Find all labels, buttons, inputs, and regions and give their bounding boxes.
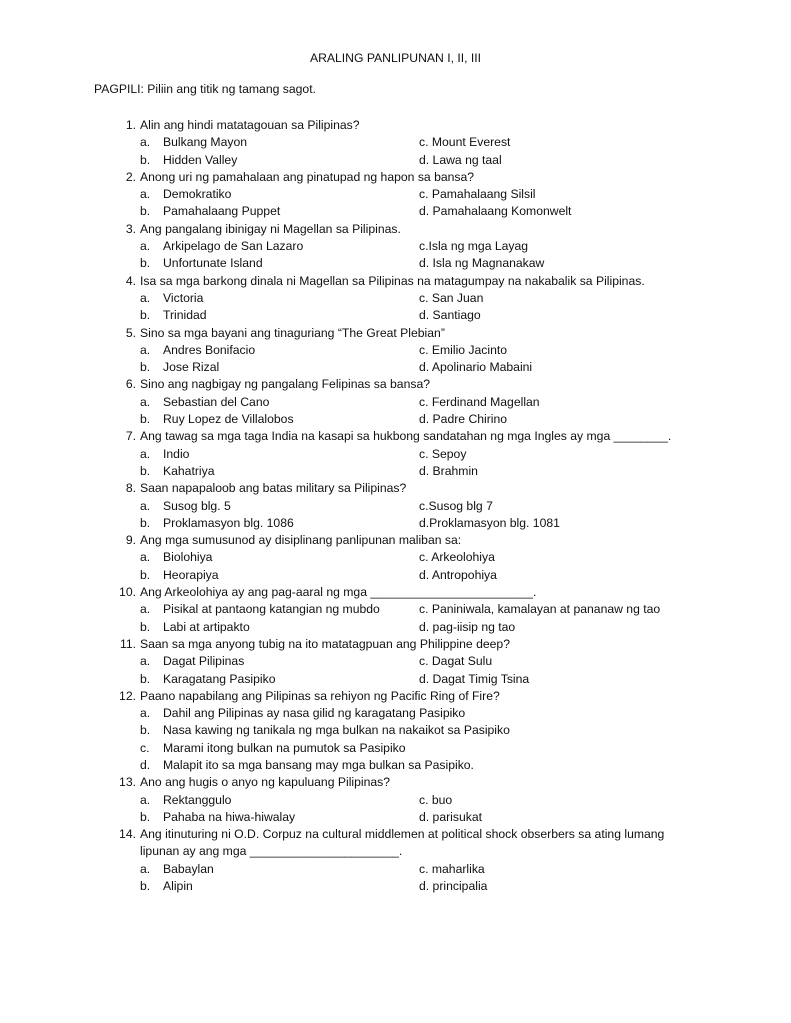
choice-text: Pisikal at pantaong katangian ng mubdo <box>163 602 380 617</box>
choice-text-right: c. Pamahalaang Silsil <box>419 187 536 202</box>
choice-text: Rektanggulo <box>163 792 232 807</box>
choice-letter: a. <box>140 239 151 254</box>
instruction-text: PAGPILI: Piliin ang titik ng tamang sagot. <box>94 82 316 96</box>
choice-text: Susog blg. 5 <box>163 498 231 513</box>
choice-letter: b. <box>140 308 151 323</box>
choice-row <box>0 619 791 636</box>
question-text-continued <box>0 843 791 860</box>
choice-letter: b. <box>140 723 151 738</box>
choice-text-right: c. buo <box>419 792 453 807</box>
choice-letter: b. <box>140 463 151 478</box>
choice-row <box>0 878 791 895</box>
choice-text: Demokratiko <box>163 187 232 202</box>
question-text-continuation: lipunan ay ang mga ______________________. <box>140 844 403 859</box>
choice-text-right: d. Isla ng Magnanakaw <box>419 256 545 271</box>
choice-text: Babaylan <box>163 861 214 876</box>
question-stem <box>0 169 791 186</box>
question-number: 4. <box>125 273 136 288</box>
question-stem <box>0 826 791 843</box>
choice-letter: b. <box>140 879 151 894</box>
question-text: Isa sa mga barkong dinala ni Magellan sa Pilipinas na matagumpay na nakabalik sa Pilipinas. <box>140 273 645 288</box>
choice-row <box>0 671 791 688</box>
choice-text: Jose Rizal <box>163 360 220 375</box>
choice-text-right: d.Proklamasyon blg. 1081 <box>419 515 560 530</box>
choice-text: Arkipelago de San Lazaro <box>163 239 304 254</box>
choice-letter: b. <box>140 412 151 427</box>
question-stem <box>0 221 791 238</box>
choice-row <box>0 498 791 515</box>
choice-row <box>0 757 791 774</box>
question-text: Saan sa mga anyong tubig na ito matatagpuan ang Philippine deep? <box>140 636 510 651</box>
choice-letter: a. <box>140 135 151 150</box>
question-number: 11. <box>119 636 136 651</box>
question-stem <box>0 532 791 549</box>
choice-letter: a. <box>140 290 151 305</box>
question-number: 7. <box>125 429 136 444</box>
choice-row <box>0 549 791 566</box>
choice-row <box>0 290 791 307</box>
question-text: Sino sa mga bayani ang tinaguriang “The Great Plebian” <box>140 325 445 340</box>
question-stem <box>0 584 791 601</box>
choice-text: Bulkang Mayon <box>163 135 248 150</box>
choice-letter: a. <box>140 602 151 617</box>
choice-row <box>0 342 791 359</box>
question-text: Sino ang nagbigay ng pangalang Felipinas sa bansa? <box>140 377 431 392</box>
choice-text: Pamahalaang Puppet <box>163 204 281 219</box>
choice-letter: b. <box>140 256 151 271</box>
choice-letter: b. <box>140 515 151 530</box>
choice-text: Labi at artipakto <box>163 619 250 634</box>
choice-row <box>0 653 791 670</box>
choice-row <box>0 134 791 151</box>
choice-text-right: d. Antropohiya <box>419 567 497 582</box>
question-number: 3. <box>125 221 136 236</box>
question-text: Paano napabilang ang Pilipinas sa rehiyon ng Pacific Ring of Fire? <box>140 688 500 703</box>
question-stem <box>0 325 791 342</box>
choice-letter: d. <box>140 757 151 772</box>
choice-row <box>0 152 791 169</box>
question-text: Ang pangalang ibinigay ni Magellan sa Pilipinas. <box>140 221 401 236</box>
choice-letter: b. <box>140 619 151 634</box>
choice-row <box>0 186 791 203</box>
question-list <box>0 117 791 895</box>
question-stem <box>0 636 791 653</box>
choice-row <box>0 307 791 324</box>
choice-row <box>0 394 791 411</box>
choice-row <box>0 722 791 739</box>
choice-text-right: c. Emilio Jacinto <box>419 342 508 357</box>
choice-text: Andres Bonifacio <box>163 342 256 357</box>
choice-text-right: c. Arkeolohiya <box>419 550 495 565</box>
question-text: Ang itinuturing ni O.D. Corpuz na cultural middlemen at political shock obserbers sa ating lumang <box>140 827 665 842</box>
question-text: Ang Arkeolohiya ay ang pag-aaral ng mga ________________________. <box>140 585 537 600</box>
choice-letter: a. <box>140 446 151 461</box>
choice-row <box>0 446 791 463</box>
choice-text: Marami itong bulkan na pumutok sa Pasipiko <box>163 740 406 755</box>
choice-row <box>0 411 791 428</box>
question-number: 8. <box>125 481 136 496</box>
question-stem <box>0 376 791 393</box>
question-number: 12. <box>119 688 136 703</box>
choice-row <box>0 601 791 618</box>
choice-text: Sebastian del Cano <box>163 394 270 409</box>
question-number: 1. <box>125 118 136 132</box>
choice-row <box>0 792 791 809</box>
choice-text: Kahatriya <box>163 463 215 478</box>
choice-letter: c. <box>140 740 150 755</box>
choice-letter: a. <box>140 550 151 565</box>
choice-letter: b. <box>140 809 151 824</box>
question-stem <box>0 117 791 134</box>
choice-row <box>0 515 791 532</box>
choice-text: Alipin <box>163 879 193 894</box>
question-text: Alin ang hindi matatagouan sa Pilipinas? <box>140 118 360 132</box>
choice-text-right: d. principalia <box>419 879 488 894</box>
choice-text: Indio <box>163 446 190 461</box>
choice-letter: a. <box>140 342 151 357</box>
choice-letter: b. <box>140 152 151 167</box>
choice-text-right: c. Paniniwala, kamalayan at pananaw ng tao <box>419 602 661 617</box>
choice-text: Heorapiya <box>163 567 219 582</box>
choice-text: Proklamasyon blg. 1086 <box>163 515 294 530</box>
question-stem <box>0 480 791 497</box>
choice-text: Victoria <box>163 290 204 305</box>
choice-letter: a. <box>140 654 151 669</box>
question-text: Ang mga sumusunod ay disiplinang panlipunan maliban sa: <box>140 533 462 548</box>
choice-letter: a. <box>140 792 151 807</box>
question-text: Ano ang hugis o anyo ng kapuluang Pilipinas? <box>140 775 391 790</box>
choice-text: Unfortunate Island <box>163 256 263 271</box>
choice-row <box>0 359 791 376</box>
choice-letter: b. <box>140 360 151 375</box>
choice-text-right: d. pag-iisip ng tao <box>419 619 516 634</box>
question-number: 14. <box>119 827 136 842</box>
choice-text-right: c. San Juan <box>419 290 484 305</box>
choice-text-right: d. Dagat Timig Tsina <box>419 671 530 686</box>
choice-text-right: d. Padre Chirino <box>419 412 508 427</box>
question-stem <box>0 774 791 791</box>
choice-text-right: c.Isla ng mga Layag <box>419 239 529 254</box>
choice-text: Ruy Lopez de Villalobos <box>163 412 294 427</box>
choice-text-right: c. Sepoy <box>419 446 467 461</box>
choice-row <box>0 567 791 584</box>
choice-text-right: c. Ferdinand Magellan <box>419 394 540 409</box>
question-number: 6. <box>125 377 136 392</box>
choice-letter: a. <box>140 706 151 721</box>
choice-text-right: c. maharlika <box>419 861 485 876</box>
choice-row <box>0 463 791 480</box>
choice-text: Pahaba na hiwa-hiwalay <box>163 809 296 824</box>
question-number: 5. <box>125 325 136 340</box>
question-text: Anong uri ng pamahalaan ang pinatupad ng hapon sa bansa? <box>140 169 475 184</box>
question-stem <box>0 688 791 705</box>
choice-text-right: c.Susog blg 7 <box>419 498 493 513</box>
choice-letter: b. <box>140 671 151 686</box>
question-number: 13. <box>119 775 136 790</box>
choice-text-right: d. Pamahalaang Komonwelt <box>419 204 572 219</box>
choice-text-right: c. Mount Everest <box>419 135 511 150</box>
choice-letter: b. <box>140 204 151 219</box>
question-number: 10. <box>119 585 136 600</box>
choice-letter: a. <box>140 498 151 513</box>
question-text: Ang tawag sa mga taga India na kasapi sa hukbong sandatahan ng mga Ingles ay mga ________. <box>140 429 672 444</box>
choice-text: Dagat Pilipinas <box>163 654 245 669</box>
page-title: ARALING PANLIPUNAN I, II, III <box>309 51 482 65</box>
question-number: 9. <box>125 533 136 548</box>
choice-row <box>0 238 791 255</box>
choice-text-right: d. Lawa ng taal <box>419 152 502 167</box>
choice-row <box>0 861 791 878</box>
choice-text: Karagatang Pasipiko <box>163 671 276 686</box>
choice-row <box>0 203 791 220</box>
choice-letter: a. <box>140 394 151 409</box>
question-stem <box>0 428 791 445</box>
question-number: 2. <box>125 169 136 184</box>
choice-text-right: d. Apolinario Mabaini <box>419 360 533 375</box>
choice-row <box>0 809 791 826</box>
choice-text-right: d. parisukat <box>419 809 483 824</box>
choice-letter: a. <box>140 861 151 876</box>
choice-text: Trinidad <box>163 308 207 323</box>
choice-row <box>0 740 791 757</box>
choice-row <box>0 255 791 272</box>
choice-text: Biolohiya <box>163 550 213 565</box>
question-stem <box>0 273 791 290</box>
choice-letter: a. <box>140 187 151 202</box>
choice-text-right: d. Santiago <box>419 308 481 323</box>
choice-text: Dahil ang Pilipinas ay nasa gilid ng karagatang Pasipiko <box>163 706 466 721</box>
choice-text: Nasa kawing ng tanikala ng mga bulkan na nakaikot sa Pasipiko <box>163 723 510 738</box>
choice-row <box>0 705 791 722</box>
question-text: Saan napapaloob ang batas military sa Pilipinas? <box>140 481 407 496</box>
choice-text-right: d. Brahmin <box>419 463 478 478</box>
choice-text: Hidden Valley <box>163 152 238 167</box>
choice-letter: b. <box>140 567 151 582</box>
choice-text-right: c. Dagat Sulu <box>419 654 493 669</box>
choice-text: Malapit ito sa mga bansang may mga bulkan sa Pasipiko. <box>163 757 474 772</box>
